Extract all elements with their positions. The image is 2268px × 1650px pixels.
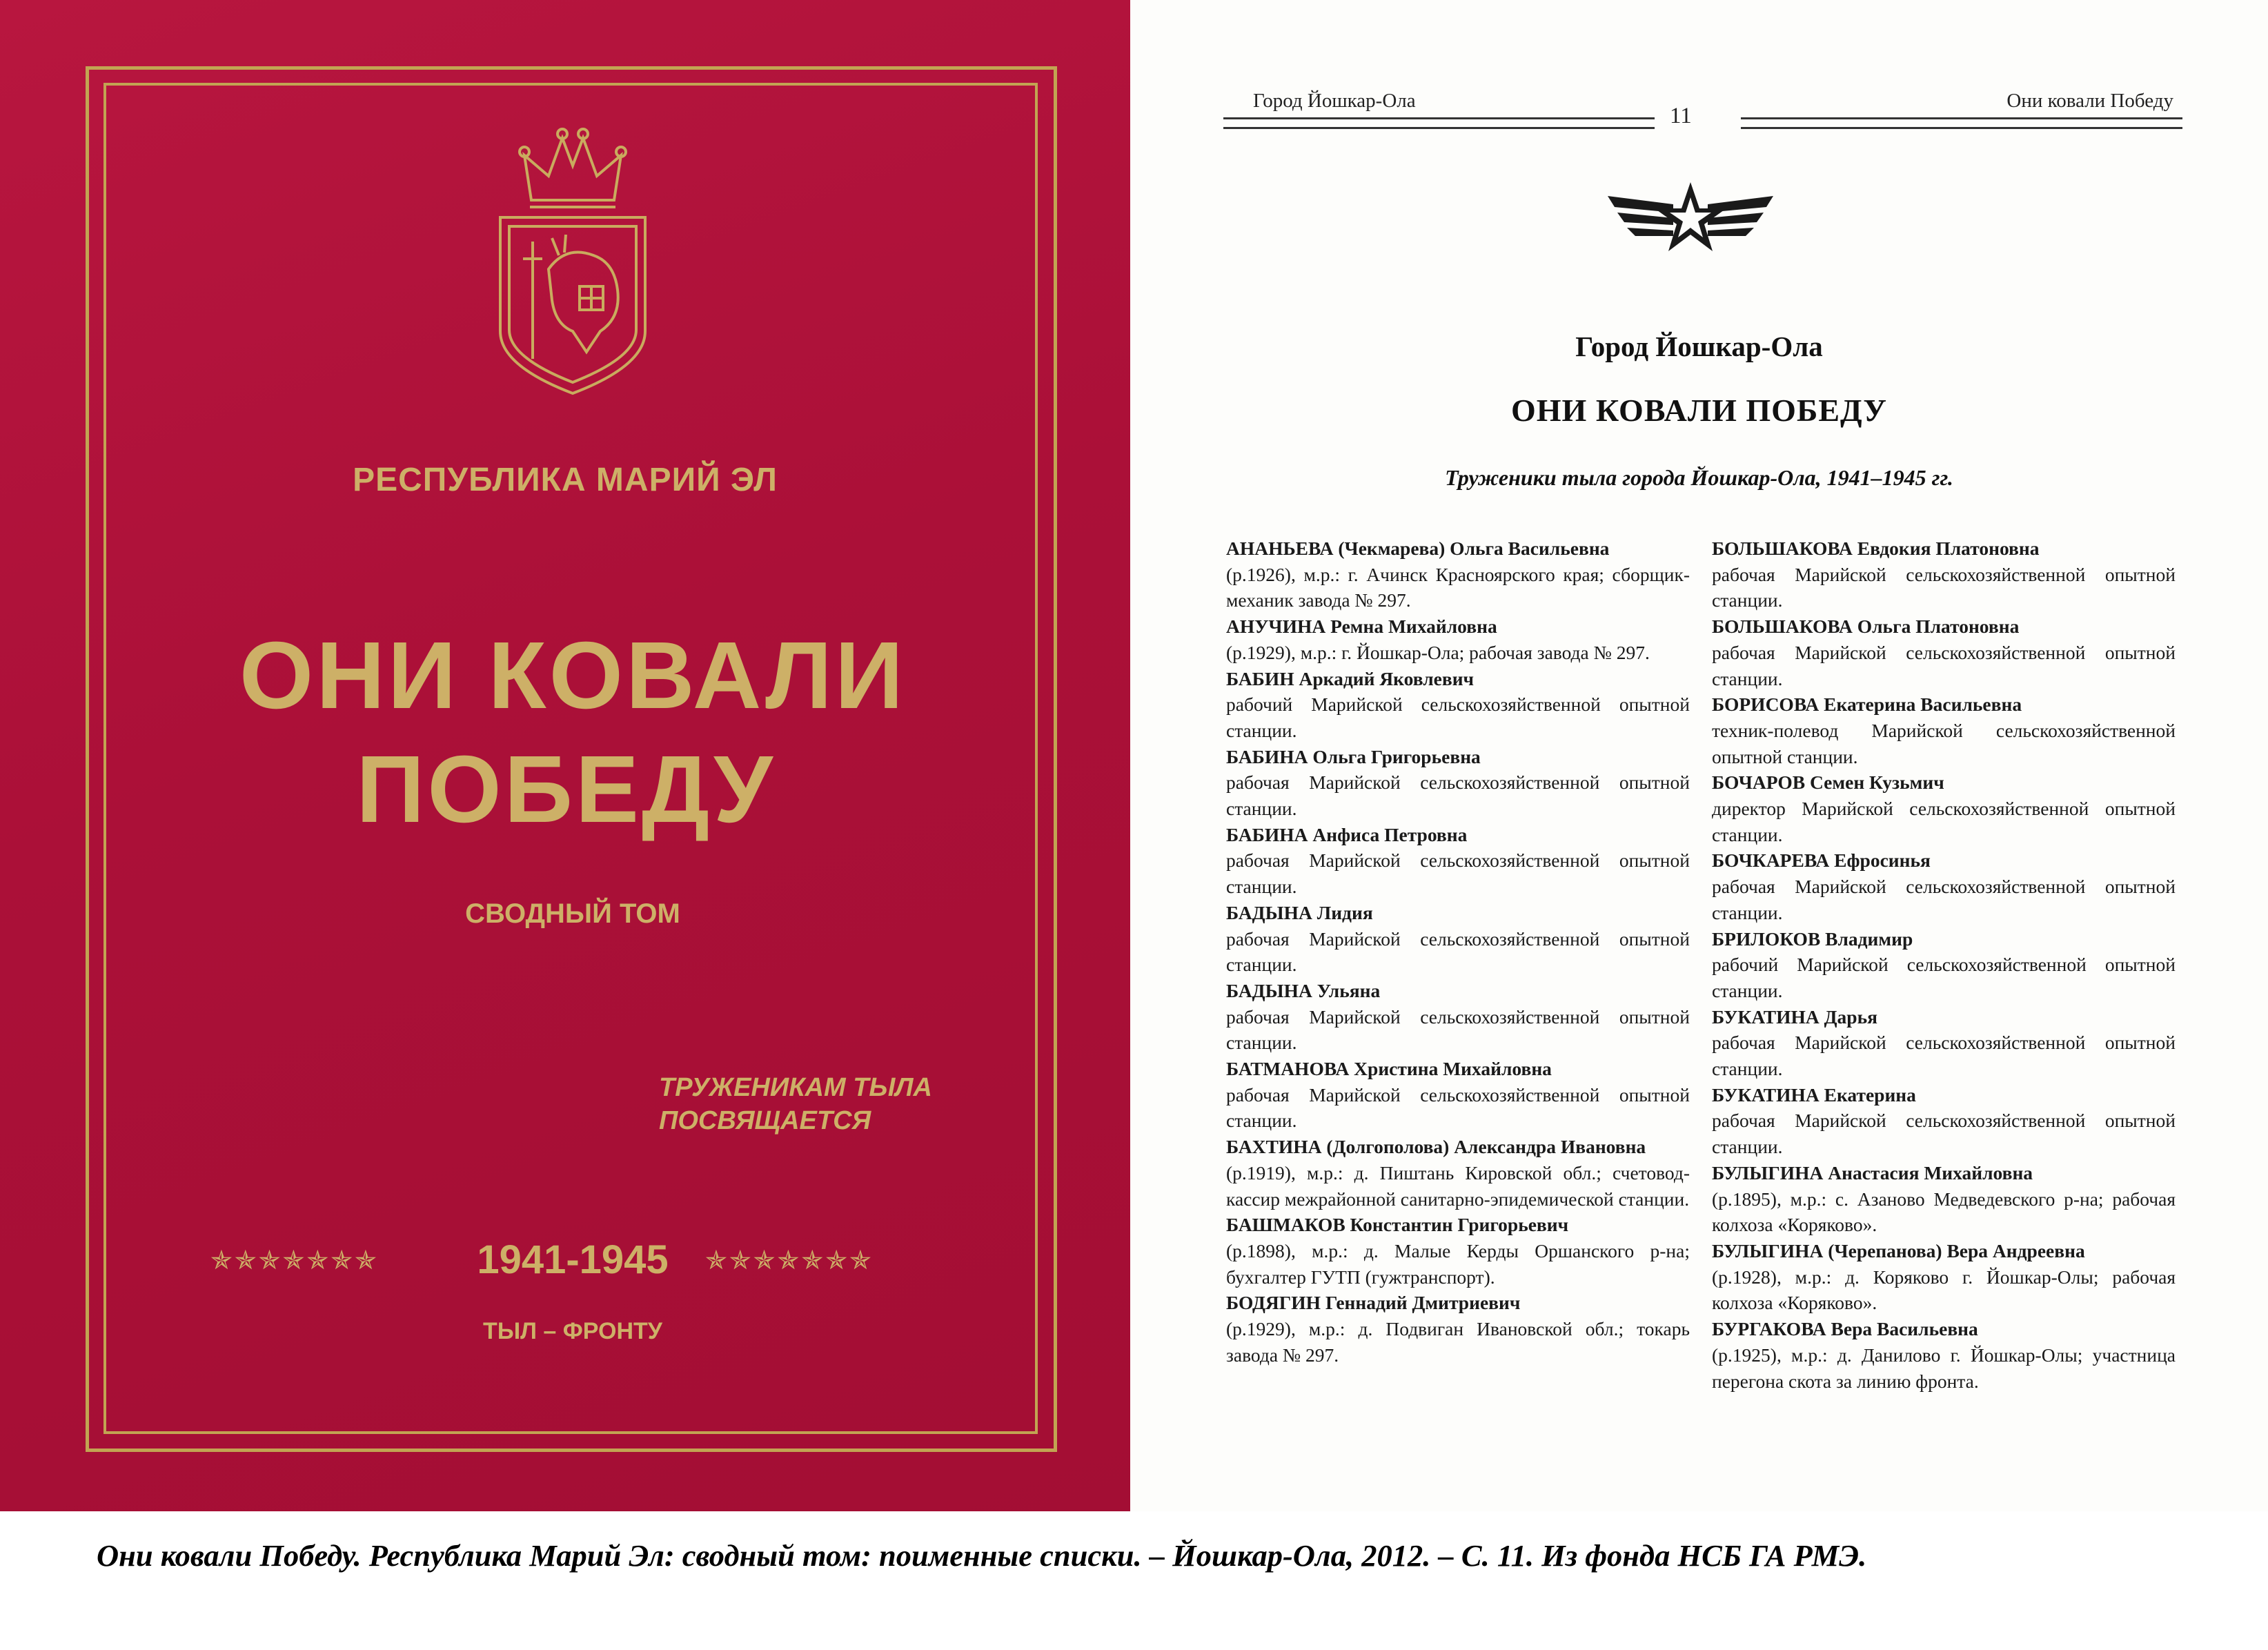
cover-volume-label: СВОДНЫЙ ТОМ [465, 898, 680, 929]
entry-description: (р.1928), м.р.: д. Коряково г. Йошкар-Олы; рабочая колхоза «Коряково». [1712, 1266, 2176, 1314]
list-item [1226, 978, 1690, 1056]
cover-title-line1: ОНИ КОВАЛИ [239, 622, 907, 729]
list-item [1712, 1082, 2176, 1160]
list-item [1712, 1238, 2176, 1316]
entry-name: БУКАТИНА Дарья [1712, 1005, 1878, 1028]
entry-name: АНАНЬЕВА (Чекмарева) Ольга Васильевна [1226, 538, 1610, 559]
header-rule [1223, 127, 1655, 129]
entry-name: БОРИСОВА Екатерина Васильевна [1712, 694, 2022, 716]
entry-description: (р.1925), м.р.: д. Данилово г. Йошкар-Олы; участница перегона скота за линию фронта. [1712, 1344, 2176, 1392]
running-head-right: Они ковали Победу [2006, 90, 2173, 112]
entries-right-column [1712, 536, 2176, 1394]
list-item [1712, 691, 2176, 769]
cover-dedication-line1: ТРУЖЕНИКАМ ТЫЛА [659, 1073, 932, 1102]
entry-description: рабочая Марийской сельскохозяйственной опытной станции. [1226, 927, 1690, 976]
page-title: ОНИ КОВАЛИ ПОБЕДУ [1510, 393, 1887, 428]
entry-description: (р.1926), м.р.: г. Ачинск Красноярского края; сборщик-механик завода № 297. [1226, 563, 1690, 611]
list-item [1712, 1316, 2176, 1394]
cover-dedication-line2: ПОСВЯЩАЕТСЯ [659, 1106, 871, 1135]
entry-description: рабочая Марийской сельскохозяйственной опытной станции. [1712, 876, 2176, 923]
entry-description: рабочий Марийской сельскохозяйственной опытной станции. [1226, 694, 1690, 741]
list-item [1226, 1290, 1690, 1368]
entry-description: (р.1929), м.р.: д. Подвиган Ивановской обл.; токарь завода № 297. [1226, 1318, 1690, 1366]
list-item [1226, 1134, 1690, 1212]
list-item [1226, 1056, 1690, 1134]
entry-description: техник-полевод Марийской сельскохозяйственной опытной станции. [1712, 719, 2176, 767]
entry-description: рабочая Марийской сельскохозяйственной опытной станции. [1226, 772, 1690, 820]
entry-name: АНУЧИНА Ремна Михайловна [1226, 616, 1497, 638]
entry-description: рабочая Марийской сельскохозяйственной опытной станции. [1226, 849, 1690, 898]
entry-name: БАДЫНА Лидия [1226, 901, 1373, 923]
list-item [1226, 666, 1690, 744]
cover-slogan: ТЫЛ – ФРОНТУ [483, 1318, 662, 1344]
entry-description: (р.1898), м.р.: д. Малые Керды Оршанского р-на; бухгалтер ГУТП (гужтранспорт). [1226, 1239, 1690, 1288]
entry-name: БУРГАКОВА Вера Васильевна [1712, 1318, 1978, 1340]
list-item [1226, 822, 1690, 900]
page-subtitle: Труженики тыла города Йошкар-Ола, 1941–1945 гг. [1445, 465, 1953, 490]
list-item [1226, 744, 1690, 822]
entry-description: директор Марийской сельскохозяйственной опытной станции. [1712, 798, 2176, 845]
entry-description: рабочая Марийской сельскохозяйственной опытной станции. [1712, 1110, 2176, 1158]
cover-stars-left-icon: ✯✯✯✯✯✯✯ [210, 1246, 379, 1275]
entry-name: БОЛЬШАКОВА Евдокия Платоновна [1712, 538, 2040, 559]
coat-of-arms-icon [483, 124, 662, 400]
entry-name: БАБИНА Анфиса Петровна [1226, 823, 1468, 845]
city-heading: Город Йошкар-Ола [1575, 331, 1823, 362]
list-item [1712, 847, 2176, 925]
book-page [1130, 0, 2268, 1511]
entry-name: БАБИНА Ольга Григорьевна [1226, 745, 1481, 767]
list-item [1226, 536, 1690, 613]
entry-name: БАБИН Аркадий Яковлевич [1226, 667, 1475, 689]
entry-description: рабочая Марийской сельскохозяйственной опытной станции. [1712, 1032, 2176, 1080]
entry-description: (р.1895), м.р.: с. Азаново Медведевского р-на; рабочая колхоза «Коряково». [1712, 1188, 2176, 1236]
winged-star-icon [1608, 177, 1773, 259]
entry-name: БАХТИНА (Долгополова) Александра Ивановна [1226, 1136, 1646, 1158]
cover-dedication [659, 1071, 949, 1137]
cover-stars-right-icon: ✯✯✯✯✯✯✯ [705, 1246, 874, 1275]
list-item [1712, 1004, 2176, 1082]
list-item [1226, 613, 1690, 665]
entry-description: рабочая Марийской сельскохозяйственной опытной станции. [1712, 563, 2176, 611]
list-item [1712, 926, 2176, 1004]
cover-years: 1941-1945 [477, 1237, 669, 1282]
entries-left-column [1226, 536, 1690, 1368]
entry-name: БУКАТИНА Екатерина [1712, 1083, 1916, 1106]
entry-name: БОЛЬШАКОВА Ольга Платоновна [1712, 616, 2020, 638]
cover-republic-label: РЕСПУБЛИКА МАРИЙ ЭЛ [353, 462, 778, 498]
entry-description: (р.1919), м.р.: д. Пиштань Кировской обл.; счетовод-кассир межрайонной санитарно-эпидемической станции. [1226, 1161, 1690, 1210]
entry-name: БУЛЫГИНА Анастасия Михайловна [1712, 1161, 2033, 1184]
running-head-left: Город Йошкар-Ола [1253, 90, 1416, 112]
list-item [1226, 900, 1690, 978]
image-caption: Они ковали Победу. Республика Марий Эл: сводный том: поименные списки. – Йошкар-Ола, 2012. – С. 11. Из фонда НСБ ГА РМЭ. [97, 1538, 1867, 1573]
entry-description: рабочая Марийской сельскохозяйственной опытной станции. [1226, 1083, 1690, 1132]
page-number: 11 [1670, 104, 1692, 128]
entry-name: БАШМАКОВ Константин Григорьевич [1226, 1214, 1569, 1236]
header-rule [1741, 117, 2182, 119]
entry-name: БРИЛОКОВ Владимир [1712, 927, 1913, 950]
entry-name: БОДЯГИН Геннадий Дмитриевич [1226, 1292, 1521, 1314]
entry-name: БУЛЫГИНА (Черепанова) Вера Андреевна [1712, 1239, 2085, 1261]
entry-name: БОЧАРОВ Семен Кузьмич [1712, 772, 1944, 794]
entry-description: рабочая Марийской сельскохозяйственной опытной станции. [1226, 1005, 1690, 1054]
header-rule [1741, 127, 2182, 129]
entry-name: БАТМАНОВА Христина Михайловна [1226, 1058, 1552, 1080]
entry-description: рабочий Марийской сельскохозяйственной опытной станции. [1712, 954, 2176, 1001]
list-item [1712, 769, 2176, 847]
list-item [1712, 536, 2176, 613]
entry-description: (р.1929), м.р.: г. Йошкар-Ола; рабочая завода № 297. [1226, 641, 1650, 663]
list-item [1226, 1212, 1690, 1290]
entry-name: БАДЫНА Ульяна [1226, 979, 1381, 1001]
cover-title-line2: ПОБЕДУ [356, 736, 776, 843]
book-cover [0, 0, 1130, 1511]
list-item [1712, 613, 2176, 691]
header-rule [1223, 117, 1655, 119]
entry-description: рабочая Марийской сельскохозяйственной опытной станции. [1712, 641, 2176, 689]
list-item [1712, 1160, 2176, 1238]
entry-name: БОЧКАРЕВА Ефросинья [1712, 849, 1931, 872]
